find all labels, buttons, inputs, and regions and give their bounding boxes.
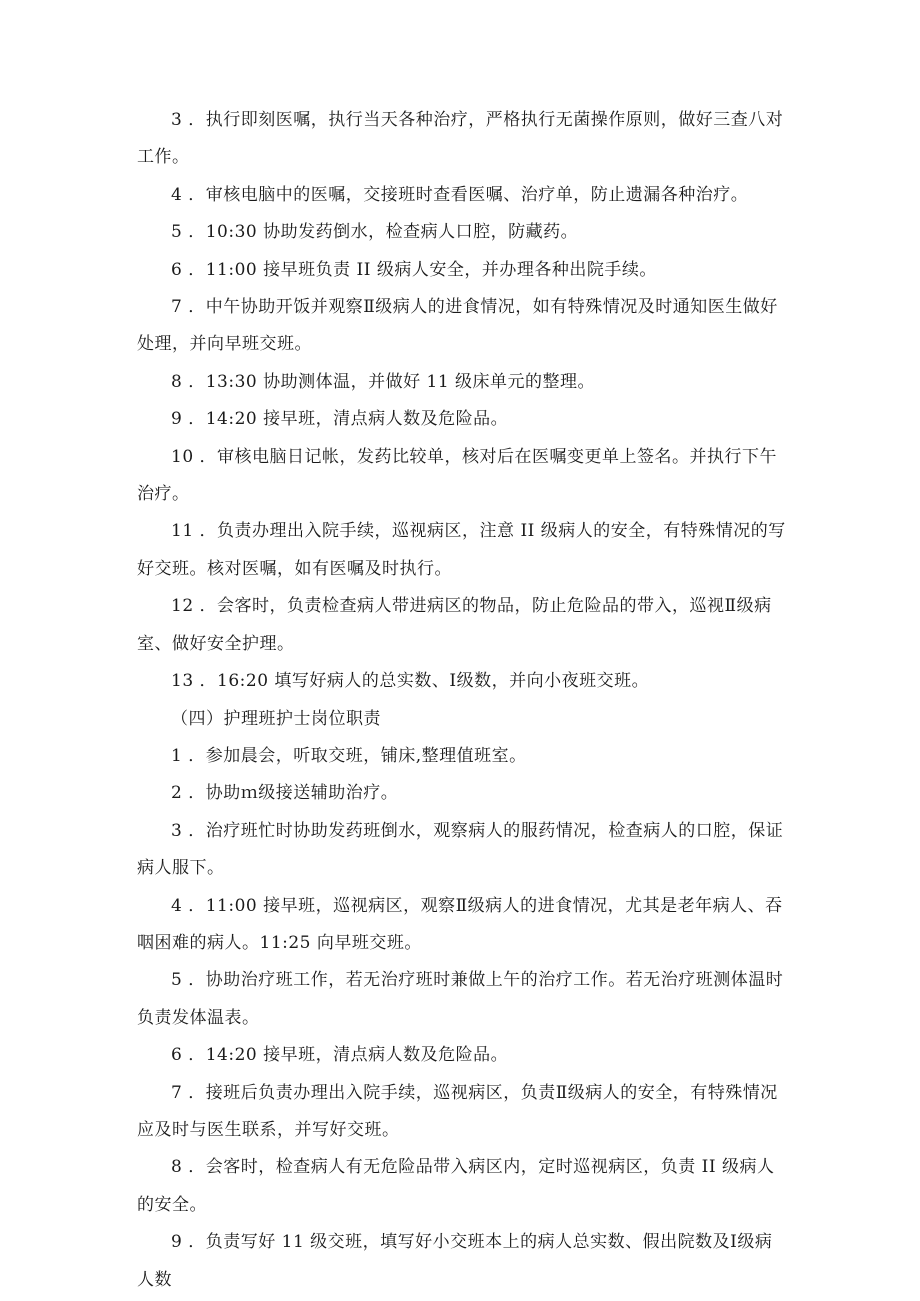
paragraph-item-9b: 9 ．负责写好 11 级交班，填写好小交班本上的病人总实数、假出院数及Ⅰ级病人数	[137, 1232, 773, 1290]
paragraph-item-6b: 6 ．14:20 接早班，清点病人数及危险品。	[171, 1045, 509, 1066]
paragraph-item-8b: 8 ．会客时，检查病人有无危险品带入病区内，定时巡视病区，负责 II 级病人的安全。	[137, 1157, 775, 1215]
paragraph-item-2: 2 ．协助ｍ级接送辅助治疗。	[171, 783, 399, 804]
paragraph-item-1: 1 ．参加晨会，听取交班，铺床,整理值班室。	[171, 745, 527, 766]
paragraph-item-7: 7 ．中午协助开饭并观察Ⅱ级病人的进食情况，如有特殊情况及时通知医生做好处理，并向早班交班。	[137, 297, 778, 355]
paragraph-item-3: 3 ．执行即刻医嘱，执行当天各种治疗，严格执行无菌操作原则，做好三查八对工作。	[137, 110, 784, 168]
paragraph-item-3b: 3 ．治疗班忙时协助发药班倒水，观察病人的服药情况，检查病人的口腔，保证病人服下。	[137, 820, 784, 879]
paragraph-item-10: 10 ．审核电脑日记帐，发药比较单，核对后在医嘱变更单上签名。并执行下午治疗。	[137, 446, 778, 505]
paragraph-item-11: 11 ．负责办理出入院手续，巡视病区，注意 II 级病人的安全，有特殊情况的写好交班。核对医嘱，如有医嘱及时执行。	[137, 521, 786, 579]
paragraph-item-6: 6 ．11:00 接早班负责 II 级病人安全，并办理各种出院手续。	[171, 259, 657, 280]
paragraph-item-9: 9 ．14:20 接早班，清点病人数及危险品。	[171, 409, 509, 430]
section-heading: （四）护理班护士岗位职责	[171, 708, 381, 729]
document-page	[137, 102, 787, 1299]
paragraph-item-8: 8 ．13:30 协助测体温，并做好 11 级床单元的整理。	[171, 371, 596, 392]
paragraph-item-13: 13 ．16:20 填写好病人的总实数、Ⅰ级数，并向小夜班交班。	[171, 671, 650, 692]
paragraph-item-4b: 4 ．11:00 接早班，巡视病区，观察Ⅱ级病人的进食情况，尤其是老年病人、吞咽困难的病人。11:25 向早班交班。	[137, 895, 783, 953]
paragraph-item-12: 12 ．会客时，负责检查病人带进病区的物品，防止危险品的带入，巡视Ⅱ级病室、做好安全护理。	[137, 596, 772, 654]
paragraph-item-5: 5 ．10:30 协助发药倒水，检查病人口腔，防藏药。	[171, 222, 579, 243]
paragraph-item-5b: 5 ．协助治疗班工作，若无治疗班时兼做上午的治疗工作。若无治疗班测体温时负责发体温表。	[137, 970, 784, 1028]
paragraph-item-4: 4 ．审核电脑中的医嘱，交接班时查看医嘱、治疗单，防止遗漏各种治疗。	[171, 184, 749, 205]
paragraph-item-7b: 7 ．接班后负责办理出入院手续，巡视病区，负责Ⅱ级病人的安全，有特殊情况应及时与医生联系，并写好交班。	[137, 1082, 778, 1140]
